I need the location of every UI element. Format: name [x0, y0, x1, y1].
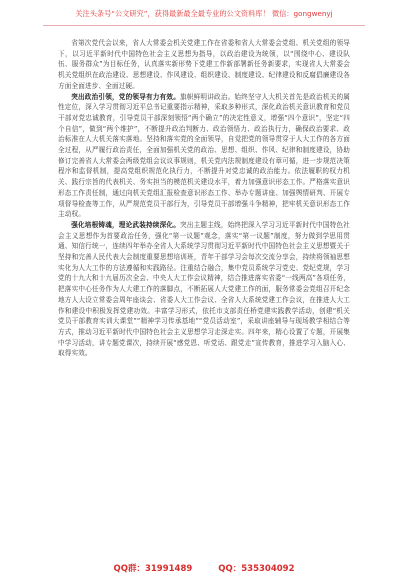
header-banner-text: 关注头条号“公文研究”，获得最新最全最专业的公文资料库！ 微信：gongwenyj [75, 8, 333, 18]
paragraph-heading: 突出政治引领，党的领导有力有效。 [71, 92, 181, 101]
footer-qq-contact: QQ：535304092 [218, 564, 295, 574]
footer-qq-group: QQ群：31991489 [113, 564, 193, 574]
paragraph-body: 旗帜鲜明讲政治。始终坚守人大机关首先是政治机关的属性定位，深入学习贯彻习近平总书记重要指示精神，采取多种形式，深化政治机关意识教育和党员干部对党忠诚教育，引导党员干部深刻领悟“两个确立”的决定性意义，增强“四个意识”，坚定“四个自信”，做到“两个维护”，不断提升政治判断力、政治领悟力、政治执行力，确保政治要求、政治标准在人大机关落实落地。坚持和落实党的全面领导，自觉把党的领导贯穿于人大工作的各方面全过程，从严履行政治责任，全面加强机关党的政治、思想、组织、作风、纪律和制度建设，协助修订完善省人大常委会两级党组会议议事规则，机关党内法规制度建设有章可循，进一步规范决策程序和监督机制，提高党组织规范化执行力，不断提升对党忠诚的政治能力。依法履职的权力机关、践行宗旨的代表机关、务实担当的模范机关建设水平，着力加强意识形态工作。严格落实意识形态工作责任制，通过向机关党组汇报检查意识形态工作、举办专题讲座、加强舆情研判、开展专项督导检查等工作，从严规范党员干部行为，引导党员干部增强斗争精神，把牢机关意识形态工作主动权。 [58, 92, 350, 219]
page-footer [0, 562, 408, 576]
paragraph-body: 突出主题主线，始终把深入学习习近平新时代中国特色社会主义思想作为首要政治任务，强化“第一议题”观念，落实“第一议题”制度，努力做到学思用贯通、知信行统一，连续四年举办全省人大系统学习贯彻习近平新时代中国特色社会主义思想暨关于坚持和完善人民代表大会制度重要思想培训班，青年干部学习会每次交流分享会，持续将领袖思想实化为人大工作的方法遵循和实践路径。注重结合融合，集中党员系统学习党史、党纪党规，学习党的十九大和十九届历次全会、中央人大工作会议精神，结合推进落实省委“一线两高”各项任务，把落实中心任务作为人大建工作的落脚点，不断拓展人大党建工作的面，服务常委会党组召开纪念地方人大设立常委会周年座谈会、省委人大工作会议、全省人大系统党建工作会议，在推进人大工作和建设中积极发挥党建功效。丰富学习形式，依托市支部责任桥党建实践教学活动，创建“机关党员干部教育实训大课堂”“精神学习传承基地”“党员活动室”，采取讲座辅导与现场教学相结合等方式，推动习近平新时代中国特色社会主义思想学习走深走实。四年来，精心设置了专题，开展集中学习活动，讲专题党课次，持续开展“感党恩、听党话、跟党走”宣传教育，推进学习入脑入心、取得实效。 [58, 220, 350, 358]
paragraph-heading: 强化培根铸魂，理论武装持续深化。 [71, 220, 181, 229]
paragraph-body: 省第次党代会以来，省人大常委会机关党建工作在省委和省人大常委会党组、机关党组的领导下，以习近平新时代中国特色社会主义思想为指导，以政治建设为统领，以“围绕中心、建设队伍、服务群众”为目标任务，认真落实新形势下党建工作新部署新任务新要求，实现省人大常委会机关党组织在政治建设、思想建设、作风建设、组织建设、制度建设、纪律建设和反腐倡廉建设各方面全面进步、全面过硬。 [58, 39, 350, 90]
header-divider [43, 25, 365, 26]
page-header [0, 0, 408, 34]
paragraph-theory-study [58, 220, 350, 359]
paragraph-political-leadership [58, 92, 350, 220]
paragraph-intro [58, 38, 350, 92]
document-body [58, 38, 350, 359]
